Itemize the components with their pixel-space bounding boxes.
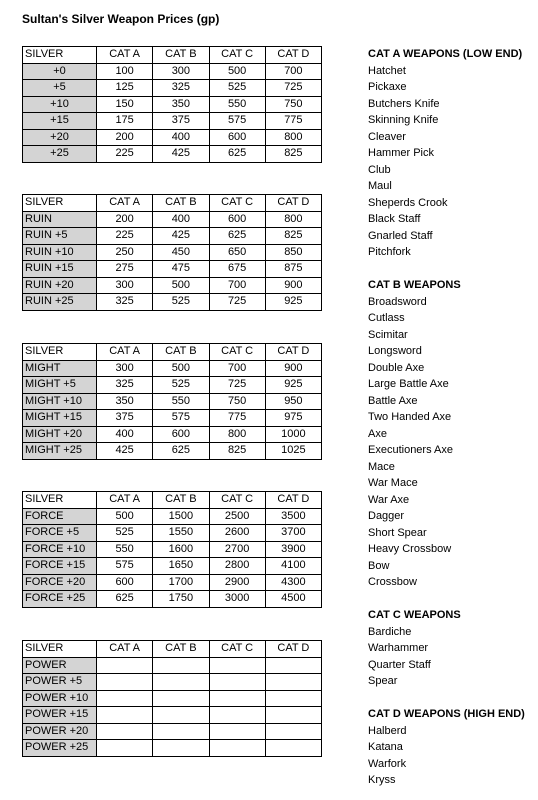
- price-cell: [209, 674, 265, 691]
- weapon-item: Halberd: [368, 724, 407, 737]
- price-cell: 625: [209, 228, 265, 245]
- row-label-cell: MIGHT: [23, 360, 97, 377]
- price-cell: 375: [153, 113, 209, 130]
- header-silver-cell: SILVER: [23, 344, 97, 361]
- header-cat-cell: CAT A: [97, 492, 153, 509]
- price-cell: [209, 723, 265, 740]
- table-row: [23, 674, 322, 691]
- price-cell: 500: [153, 360, 209, 377]
- header-cat-cell: CAT A: [97, 195, 153, 212]
- price-cell: 825: [265, 228, 321, 245]
- price-cell: 1000: [265, 426, 321, 443]
- price-cell: 925: [265, 294, 321, 311]
- price-cell: 825: [265, 146, 321, 163]
- price-cell: [153, 707, 209, 724]
- table-row: [23, 591, 322, 608]
- price-cell: [265, 657, 321, 674]
- price-cell: [97, 674, 153, 691]
- weapon-item: Spear: [368, 675, 398, 687]
- weapon-item: Quarter Staff: [368, 658, 431, 671]
- header-cat-cell: CAT D: [265, 195, 321, 212]
- price-cell: 750: [209, 393, 265, 410]
- table-row: [23, 129, 322, 146]
- weapon-item: Mace: [368, 460, 395, 473]
- weapon-item: Skinning Knife: [368, 114, 439, 126]
- weapon-item: Battle Axe: [368, 394, 418, 407]
- header-silver-cell: SILVER: [23, 195, 97, 212]
- category-heading: CAT D WEAPONS (HIGH END): [368, 708, 525, 720]
- table-row: [23, 96, 322, 113]
- price-cell: 725: [265, 80, 321, 97]
- table-row: [23, 360, 322, 377]
- row-label-cell: POWER +20: [23, 723, 97, 740]
- weapon-item: Executioners Axe: [368, 444, 453, 456]
- price-cell: 325: [97, 294, 153, 311]
- price-cell: [209, 657, 265, 674]
- price-cell: [153, 690, 209, 707]
- weapon-item: War Axe: [368, 493, 410, 506]
- table-header-row: [23, 195, 322, 212]
- row-label-cell: MIGHT +25: [23, 443, 97, 460]
- spacer: [368, 690, 533, 707]
- weapon-item: Maul: [368, 180, 392, 192]
- weapon-item: Two Handed Axe: [368, 411, 452, 423]
- price-cell: 4500: [265, 591, 321, 608]
- price-table: [22, 46, 322, 163]
- price-cell: [153, 657, 209, 674]
- price-table: [22, 491, 322, 608]
- price-cell: 850: [265, 244, 321, 261]
- price-cell: 300: [97, 360, 153, 377]
- weapon-item: Short Spear: [368, 526, 427, 539]
- price-cell: 400: [97, 426, 153, 443]
- weapon-item: Bow: [368, 559, 390, 572]
- category-heading: CAT B WEAPONS: [368, 279, 461, 291]
- price-cell: [265, 723, 321, 740]
- price-cell: 600: [209, 129, 265, 146]
- price-cell: 425: [153, 146, 209, 163]
- price-cell: 700: [209, 277, 265, 294]
- row-label-cell: +5: [23, 80, 97, 97]
- price-cell: 1500: [153, 508, 209, 525]
- header-cat-cell: CAT A: [97, 344, 153, 361]
- weapon-item: Katana: [368, 741, 403, 753]
- weapon-item: Cutlass: [368, 312, 405, 324]
- price-cell: [265, 690, 321, 707]
- table-row: [23, 294, 322, 311]
- price-cell: 1600: [153, 541, 209, 558]
- header-cat-cell: CAT B: [153, 195, 209, 212]
- price-cell: 100: [97, 63, 153, 80]
- row-label-cell: RUIN +25: [23, 294, 97, 311]
- price-cell: 825: [209, 443, 265, 460]
- header-cat-cell: CAT A: [97, 641, 153, 658]
- price-cell: 4100: [265, 558, 321, 575]
- price-cell: 800: [209, 426, 265, 443]
- row-label-cell: MIGHT +15: [23, 410, 97, 427]
- row-label-cell: +25: [23, 146, 97, 163]
- price-table: [22, 640, 322, 757]
- weapon-item: Butchers Knife: [368, 97, 440, 110]
- price-cell: 400: [153, 129, 209, 146]
- price-cell: 3500: [265, 508, 321, 525]
- header-cat-cell: CAT B: [153, 492, 209, 509]
- price-cell: 625: [209, 146, 265, 163]
- weapon-item: Double Axe: [368, 361, 425, 374]
- price-cell: 800: [265, 129, 321, 146]
- page-title: Sultan's Silver Weapon Prices (gp): [22, 12, 220, 26]
- price-cell: 775: [265, 113, 321, 130]
- category-heading: CAT A WEAPONS (LOW END): [368, 48, 523, 60]
- header-cat-cell: CAT C: [209, 195, 265, 212]
- price-table: [22, 194, 322, 311]
- table-row: [23, 723, 322, 740]
- price-cell: 950: [265, 393, 321, 410]
- price-cell: 375: [97, 410, 153, 427]
- row-label-cell: FORCE +20: [23, 574, 97, 591]
- weapon-item: Pickaxe: [368, 81, 407, 93]
- row-label-cell: RUIN +15: [23, 261, 97, 278]
- price-cell: 225: [97, 146, 153, 163]
- row-label-cell: MIGHT +20: [23, 426, 97, 443]
- price-cell: [97, 740, 153, 757]
- row-label-cell: RUIN: [23, 211, 97, 228]
- price-cell: 525: [153, 294, 209, 311]
- price-cell: 3700: [265, 525, 321, 542]
- weapon-item: Sheperds Crook: [368, 196, 448, 209]
- weapon-item: Crossbow: [368, 576, 417, 588]
- header-cat-cell: CAT D: [265, 344, 321, 361]
- price-cell: 700: [209, 360, 265, 377]
- table-row: [23, 393, 322, 410]
- table-header-row: [23, 492, 322, 509]
- price-cell: 1650: [153, 558, 209, 575]
- price-cell: [97, 690, 153, 707]
- price-cell: 175: [97, 113, 153, 130]
- price-cell: 300: [153, 63, 209, 80]
- spacer: [368, 261, 533, 278]
- weapon-item: Hatchet: [368, 64, 406, 77]
- price-cell: 500: [209, 63, 265, 80]
- price-cell: 350: [153, 96, 209, 113]
- weapon-item: Heavy Crossbow: [368, 543, 452, 555]
- price-cell: 525: [97, 525, 153, 542]
- price-cell: 1550: [153, 525, 209, 542]
- table-row: [23, 80, 322, 97]
- weapon-item: Warhammer: [368, 642, 429, 654]
- header-cat-cell: CAT D: [265, 641, 321, 658]
- price-cell: 3000: [209, 591, 265, 608]
- header-cat-cell: CAT B: [153, 641, 209, 658]
- row-label-cell: POWER +15: [23, 707, 97, 724]
- price-cell: 500: [153, 277, 209, 294]
- table-row: [23, 377, 322, 394]
- price-cell: 1025: [265, 443, 321, 460]
- row-label-cell: RUIN +10: [23, 244, 97, 261]
- price-cell: 900: [265, 277, 321, 294]
- table-row: [23, 113, 322, 130]
- price-cell: 650: [209, 244, 265, 261]
- price-cell: 200: [97, 129, 153, 146]
- price-table: [22, 343, 322, 460]
- price-cell: 3900: [265, 541, 321, 558]
- price-cell: 200: [97, 211, 153, 228]
- row-label-cell: POWER: [23, 657, 97, 674]
- price-cell: 450: [153, 244, 209, 261]
- price-cell: 700: [265, 63, 321, 80]
- weapon-item: Longsword: [368, 345, 422, 357]
- header-cat-cell: CAT B: [153, 344, 209, 361]
- price-cell: 300: [97, 277, 153, 294]
- price-cell: 675: [209, 261, 265, 278]
- table-row: [23, 146, 322, 163]
- row-label-cell: FORCE +10: [23, 541, 97, 558]
- spacer: [368, 591, 533, 608]
- weapon-category-list: [368, 46, 533, 789]
- price-cell: 2700: [209, 541, 265, 558]
- price-cell: 575: [97, 558, 153, 575]
- header-cat-cell: CAT B: [153, 47, 209, 64]
- table-row: [23, 244, 322, 261]
- price-cell: 975: [265, 410, 321, 427]
- row-label-cell: POWER +10: [23, 690, 97, 707]
- table-row: [23, 228, 322, 245]
- price-cell: 725: [209, 294, 265, 311]
- price-cell: 4300: [265, 574, 321, 591]
- price-cell: [265, 674, 321, 691]
- price-cell: 550: [153, 393, 209, 410]
- price-cell: 275: [97, 261, 153, 278]
- table-row: [23, 558, 322, 575]
- price-cell: 2800: [209, 558, 265, 575]
- price-cell: 425: [97, 443, 153, 460]
- price-cell: 725: [209, 377, 265, 394]
- price-cell: 925: [265, 377, 321, 394]
- header-cat-cell: CAT A: [97, 47, 153, 64]
- header-cat-cell: CAT C: [209, 47, 265, 64]
- price-cell: 900: [265, 360, 321, 377]
- header-cat-cell: CAT C: [209, 492, 265, 509]
- weapon-item: Cleaver: [368, 130, 406, 143]
- price-cell: 525: [153, 377, 209, 394]
- price-cell: [97, 707, 153, 724]
- price-cell: 750: [265, 96, 321, 113]
- price-cell: 775: [209, 410, 265, 427]
- table-row: [23, 211, 322, 228]
- table-row: [23, 690, 322, 707]
- price-cell: 625: [153, 443, 209, 460]
- table-row: [23, 740, 322, 757]
- price-cell: 550: [209, 96, 265, 113]
- price-cell: 1700: [153, 574, 209, 591]
- price-cell: 500: [97, 508, 153, 525]
- header-silver-cell: SILVER: [23, 47, 97, 64]
- table-header-row: [23, 641, 322, 658]
- row-label-cell: FORCE +15: [23, 558, 97, 575]
- row-label-cell: +20: [23, 129, 97, 146]
- weapon-item: Broadsword: [368, 295, 427, 308]
- price-cell: 600: [97, 574, 153, 591]
- price-cell: [97, 657, 153, 674]
- table-row: [23, 261, 322, 278]
- header-silver-cell: SILVER: [23, 641, 97, 658]
- price-cell: 225: [97, 228, 153, 245]
- weapon-item: Dagger: [368, 510, 405, 522]
- weapon-item: Large Battle Axe: [368, 378, 449, 390]
- price-cell: 575: [209, 113, 265, 130]
- row-label-cell: MIGHT +10: [23, 393, 97, 410]
- price-cell: 400: [153, 211, 209, 228]
- price-cell: 475: [153, 261, 209, 278]
- price-cell: 550: [97, 541, 153, 558]
- price-cell: 350: [97, 393, 153, 410]
- price-cell: [97, 723, 153, 740]
- weapon-item: Black Staff: [368, 213, 421, 225]
- price-cell: [153, 674, 209, 691]
- table-row: [23, 508, 322, 525]
- row-label-cell: POWER +25: [23, 740, 97, 757]
- price-cell: [265, 707, 321, 724]
- price-cell: 125: [97, 80, 153, 97]
- price-cell: 325: [153, 80, 209, 97]
- price-cell: 525: [209, 80, 265, 97]
- table-row: [23, 574, 322, 591]
- table-row: [23, 443, 322, 460]
- table-row: [23, 426, 322, 443]
- row-label-cell: MIGHT +5: [23, 377, 97, 394]
- table-row: [23, 541, 322, 558]
- table-row: [23, 707, 322, 724]
- weapon-item: Pitchfork: [368, 246, 411, 258]
- price-cell: [153, 723, 209, 740]
- row-label-cell: POWER +5: [23, 674, 97, 691]
- price-cell: 575: [153, 410, 209, 427]
- price-cell: [153, 740, 209, 757]
- header-cat-cell: CAT C: [209, 641, 265, 658]
- table-row: [23, 63, 322, 80]
- price-cell: 600: [209, 211, 265, 228]
- price-cell: 2600: [209, 525, 265, 542]
- price-cell: 875: [265, 261, 321, 278]
- weapon-item: Axe: [368, 427, 387, 440]
- table-row: [23, 410, 322, 427]
- table-row: [23, 657, 322, 674]
- table-header-row: [23, 47, 322, 64]
- weapon-item: Warfork: [368, 757, 407, 770]
- row-label-cell: FORCE +5: [23, 525, 97, 542]
- price-cell: [209, 690, 265, 707]
- weapon-item: Kryss: [368, 774, 396, 786]
- category-heading: CAT C WEAPONS: [368, 609, 461, 621]
- weapon-item: Scimitar: [368, 328, 408, 341]
- weapon-item: Bardiche: [368, 625, 412, 638]
- header-cat-cell: CAT D: [265, 492, 321, 509]
- price-cell: 625: [97, 591, 153, 608]
- row-label-cell: +10: [23, 96, 97, 113]
- price-cell: [209, 740, 265, 757]
- row-label-cell: FORCE: [23, 508, 97, 525]
- header-cat-cell: CAT C: [209, 344, 265, 361]
- row-label-cell: +0: [23, 63, 97, 80]
- price-cell: 1750: [153, 591, 209, 608]
- price-cell: 2900: [209, 574, 265, 591]
- weapon-item: Hammer Pick: [368, 147, 435, 159]
- table-row: [23, 277, 322, 294]
- price-cell: 600: [153, 426, 209, 443]
- header-cat-cell: CAT D: [265, 47, 321, 64]
- price-cell: [209, 707, 265, 724]
- row-label-cell: RUIN +5: [23, 228, 97, 245]
- table-header-row: [23, 344, 322, 361]
- weapon-item: Club: [368, 163, 391, 176]
- price-cell: 325: [97, 377, 153, 394]
- weapon-item: War Mace: [368, 477, 418, 489]
- row-label-cell: RUIN +20: [23, 277, 97, 294]
- price-cell: 250: [97, 244, 153, 261]
- weapon-item: Gnarled Staff: [368, 229, 433, 242]
- table-row: [23, 525, 322, 542]
- row-label-cell: FORCE +25: [23, 591, 97, 608]
- header-silver-cell: SILVER: [23, 492, 97, 509]
- price-cell: 2500: [209, 508, 265, 525]
- price-cell: [265, 740, 321, 757]
- price-cell: 425: [153, 228, 209, 245]
- price-cell: 150: [97, 96, 153, 113]
- price-cell: 800: [265, 211, 321, 228]
- row-label-cell: +15: [23, 113, 97, 130]
